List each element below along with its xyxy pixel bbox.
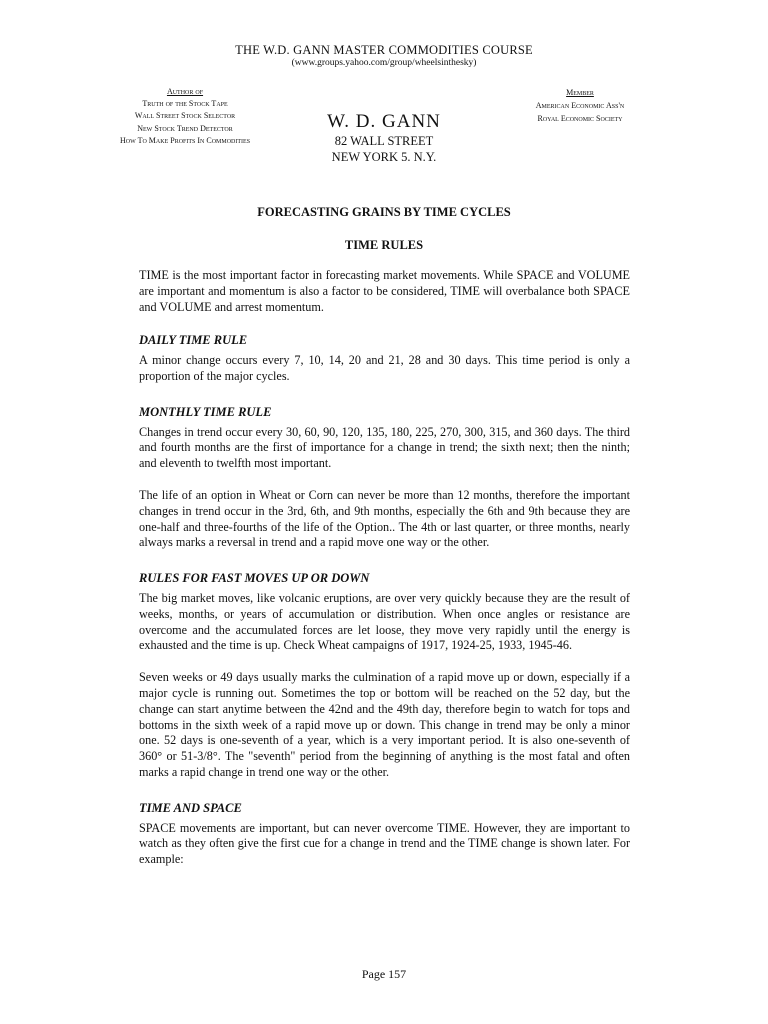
- course-title: THE W.D. GANN MASTER COMMODITIES COURSE: [235, 43, 533, 57]
- section-heading: TIME AND SPACE: [139, 800, 242, 815]
- document-body: [139, 268, 630, 884]
- letterhead-center: [284, 110, 484, 165]
- member-heading: Member: [566, 88, 594, 97]
- section-paragraph: Seven weeks or 49 days usually marks the culmination of a rapid move up or down, especially if a major cycle is running out. Sometimes the top or bottom will be reached on the 52 day, but the change can start anytime between the 42nd and the 49th day, therefore begin to watch for tops and bottoms in the sixth week of a rapid move up or down. This change in trend may be only a minor one. 52 days is one-seventh of a year, which is a very important period. It is also one-seventh of 360° or 51-3/8°. The "seventh" period from the beginning of anything is the most fatal and often marks a rapid change in trend one way or the other.: [139, 670, 630, 779]
- page-number: Page 157: [361, 967, 407, 981]
- letterhead-name: W. D. GANN: [327, 111, 441, 132]
- section-paragraph: The big market moves, like volcanic eruptions, are over very quickly because they are the result of weeks, months, or years of accumulation or distribution. When once angles or resistance are overcome and the accumulated forces are let loose, they move very rapidly until the energy is exhausted and the time is up. Check Wheat campaigns of 1917, 1924-25, 1933, 1945-46.: [139, 590, 630, 653]
- address-line: 82 WALL STREET: [334, 134, 434, 148]
- membership-item: Royal Economic Society: [537, 114, 623, 123]
- address-line: NEW YORK 5. N.Y.: [331, 149, 437, 164]
- document-subtitle: TIME RULES: [344, 238, 424, 252]
- author-of-block: [95, 86, 275, 147]
- course-url: (www.groups.yahoo.com/group/wheelsinthesky): [291, 58, 477, 68]
- author-book-item: How To Make Profits In Commodities: [119, 135, 251, 145]
- author-book-item: Truth of the Stock Tape: [142, 99, 228, 109]
- author-of-heading: Author of: [166, 87, 204, 96]
- section-paragraph: A minor change occurs every 7, 10, 14, 20 and 21, 28 and 30 days. This time period is only a proportion of the major cycles.: [139, 353, 630, 383]
- section-paragraph: Changes in trend occur every 30, 60, 90, 120, 135, 180, 225, 270, 300, 315, and 360 days. The third and fourth months are the first of importance for a change in trend; the sixth next; then the ninth; and eleventh to twelfth most important.: [139, 424, 630, 471]
- section-heading: MONTHLY TIME RULE: [139, 404, 272, 419]
- section-paragraph: The life of an option in Wheat or Corn can never be more than 12 months, therefore the important changes in trend occur in the 3rd, 6th, and 9th months, especially the 6th and 9th because they are one-half and three-fourths of the life of the Option.. The 4th or last quarter, or three months, nearly always marks a reversal in trend and a rapid move one way or the other.: [139, 487, 630, 550]
- section-heading: RULES FOR FAST MOVES UP OR DOWN: [139, 571, 370, 586]
- membership-block: [510, 86, 650, 125]
- membership-item: American Economic Ass'n: [535, 101, 625, 110]
- section-paragraph: SPACE movements are important, but can never overcome TIME. However, they are important to watch as they often give the first cue for a change in trend and the TIME change is shown later. For example:: [139, 820, 630, 867]
- author-book-item: New Stock Trend Detector: [137, 123, 233, 133]
- section-heading: DAILY TIME RULE: [139, 333, 248, 348]
- document-title: FORECASTING GRAINS BY TIME CYCLES: [257, 205, 511, 219]
- author-book-item: Wall Street Stock Selector: [134, 111, 236, 121]
- intro-paragraph: TIME is the most important factor in forecasting market movements. While SPACE and VOLUME are important and momentum is also a factor to be considered, TIME will overbalance both SPACE and VOLUME and arrest momentum.: [139, 268, 630, 314]
